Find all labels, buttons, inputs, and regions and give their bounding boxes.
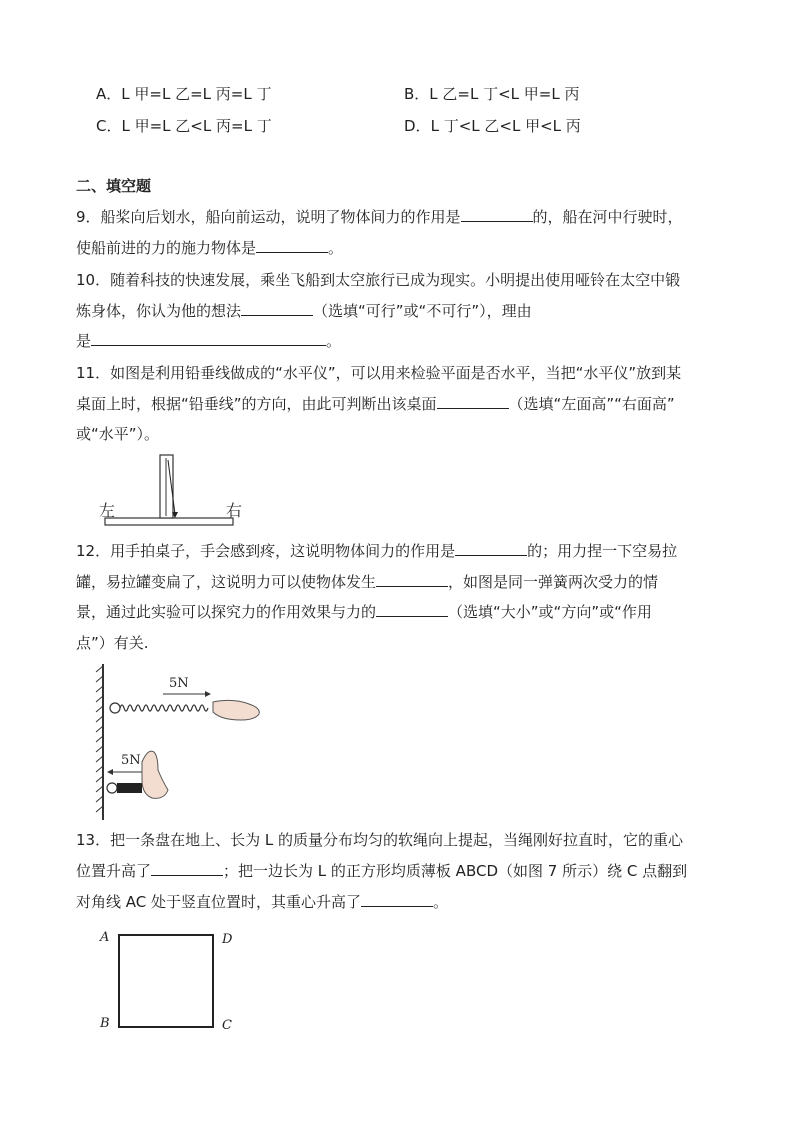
q13-blank-2[interactable] <box>361 892 433 907</box>
q10-blank-1[interactable] <box>241 301 313 316</box>
q12-line-2 <box>76 572 658 592</box>
q11-line-3: 或“水平”）。 <box>76 425 160 443</box>
q9-blank-2[interactable] <box>256 238 328 253</box>
option-a-text: L 甲=L 乙=L 丙=L 丁 <box>121 85 272 103</box>
q13-text-3a: 对角线 AC 处于竖直位置时，其重心升高了 <box>76 893 362 911</box>
corner-a-label: A <box>100 930 110 945</box>
q11-text-2b: （选填“左面高”“右面高” <box>508 395 675 413</box>
option-b-text: L 乙=L 丁<L 甲=L 丙 <box>429 85 580 103</box>
option-d-letter: D． <box>404 117 431 135</box>
option-a-letter: A． <box>96 85 122 103</box>
q13-text-2a: 位置升高了 <box>76 862 152 880</box>
q9-text-1b: 的，船在河中行驶时， <box>532 208 683 226</box>
wall-hatching <box>96 666 103 812</box>
q12-line-1 <box>76 541 677 561</box>
option-d <box>404 115 581 136</box>
q9-text-2b: 。 <box>328 239 344 257</box>
q10-text-2a: 炼身体，你认为他的想法 <box>76 302 242 320</box>
fig-right-label: 右 <box>226 501 243 520</box>
top-spring-hook <box>110 703 120 713</box>
bottom-force-arrowhead <box>107 769 113 775</box>
spring-figure <box>95 662 275 822</box>
q13-line-1: 13．把一条盘在地上、长为 L 的质量分布均匀的软绳向上提起，当绳刚好拉直时，它的重心 <box>76 831 683 849</box>
q12-text-2a: 罐，易拉罐变扁了，这说明力可以使物体发生 <box>76 573 377 591</box>
q10-text-3b: 。 <box>326 332 342 350</box>
option-b-letter: B． <box>404 85 430 103</box>
square-figure <box>96 925 246 1035</box>
corner-b-label: B <box>100 1016 110 1031</box>
option-c-text: L 甲=L 乙<L 丙=L 丁 <box>121 117 272 135</box>
fig-left-label: 左 <box>99 501 116 520</box>
q12-text-1b: 的；用力捏一下空易拉 <box>527 542 678 560</box>
q10-line-2 <box>76 301 532 321</box>
q12-text-1a: 12．用手拍桌子，手会感到疼，这说明物体间力的作用是 <box>76 542 456 560</box>
q13-line-2 <box>76 861 687 881</box>
q12-text-3b: （选填“大小”或“方向”或“作用 <box>448 603 652 621</box>
top-force-label: 5N <box>169 676 189 691</box>
q9-blank-1[interactable] <box>461 207 533 222</box>
q11-line-2 <box>76 394 675 414</box>
table-surface <box>105 518 233 525</box>
top-hand-icon <box>213 700 259 720</box>
section-title: 二、填空题 <box>76 177 152 195</box>
corner-d-label: D <box>222 932 233 947</box>
q10-text-3a: 是 <box>76 332 92 350</box>
option-a <box>96 83 271 104</box>
bottom-spring-hook <box>107 783 117 793</box>
q13-line-3 <box>76 892 448 912</box>
bottom-force-label: 5N <box>121 753 141 768</box>
q12-blank-1[interactable] <box>455 541 527 556</box>
top-spring-coil <box>120 705 208 711</box>
q10-line-1: 10．随着科技的快速发展，乘坐飞船到太空旅行已成为现实。小明提出使用哑铃在太空中锻 <box>76 271 681 289</box>
square-plate <box>119 935 213 1027</box>
corner-c-label: C <box>222 1018 232 1033</box>
top-force-arrowhead <box>205 691 211 697</box>
bottom-spring-coil <box>117 783 142 793</box>
level-figure <box>90 450 250 530</box>
q9-text-1a: 9．船桨向后划水，船向前运动，说明了物体间力的作用是 <box>76 208 461 226</box>
q12-text-3a: 景，通过此实验可以探究力的作用效果与力的 <box>76 603 377 621</box>
q11-line-1: 11．如图是利用铅垂线做成的“水平仪”，可以用来检验平面是否水平，当把“水平仪”放到某 <box>76 364 682 382</box>
q12-blank-2[interactable] <box>376 572 448 587</box>
q12-line-3 <box>76 602 652 622</box>
option-d-text: L 丁<L 乙<L 甲<L 丙 <box>430 117 581 135</box>
bottom-hand-icon <box>142 751 168 798</box>
q13-text-3b: 。 <box>433 893 449 911</box>
q9-line-1 <box>76 207 683 227</box>
q12-line-4: 点”）有关. <box>76 634 149 652</box>
option-c <box>96 115 272 136</box>
option-b <box>404 83 580 104</box>
q13-blank-1[interactable] <box>151 861 223 876</box>
q11-blank-1[interactable] <box>437 394 509 409</box>
q10-text-2b: （选填“可行”或“不可行”），理由 <box>313 302 532 320</box>
q9-line-2 <box>76 238 343 258</box>
q12-blank-3[interactable] <box>376 602 448 617</box>
q10-blank-2[interactable] <box>91 331 326 346</box>
q10-line-3 <box>76 331 341 351</box>
option-c-letter: C． <box>96 117 122 135</box>
q12-text-2b: ，如图是同一弹簧两次受力的情 <box>448 573 659 591</box>
q11-text-2a: 桌面上时，根据“铅垂线”的方向，由此可判断出该桌面 <box>76 395 437 413</box>
q13-text-2b: ；把一边长为 L 的正方形均质薄板 ABCD（如图 7 所示）绕 C 点翻到 <box>223 862 688 880</box>
q9-text-2a: 使船前进的力的施力物体是 <box>76 239 257 257</box>
